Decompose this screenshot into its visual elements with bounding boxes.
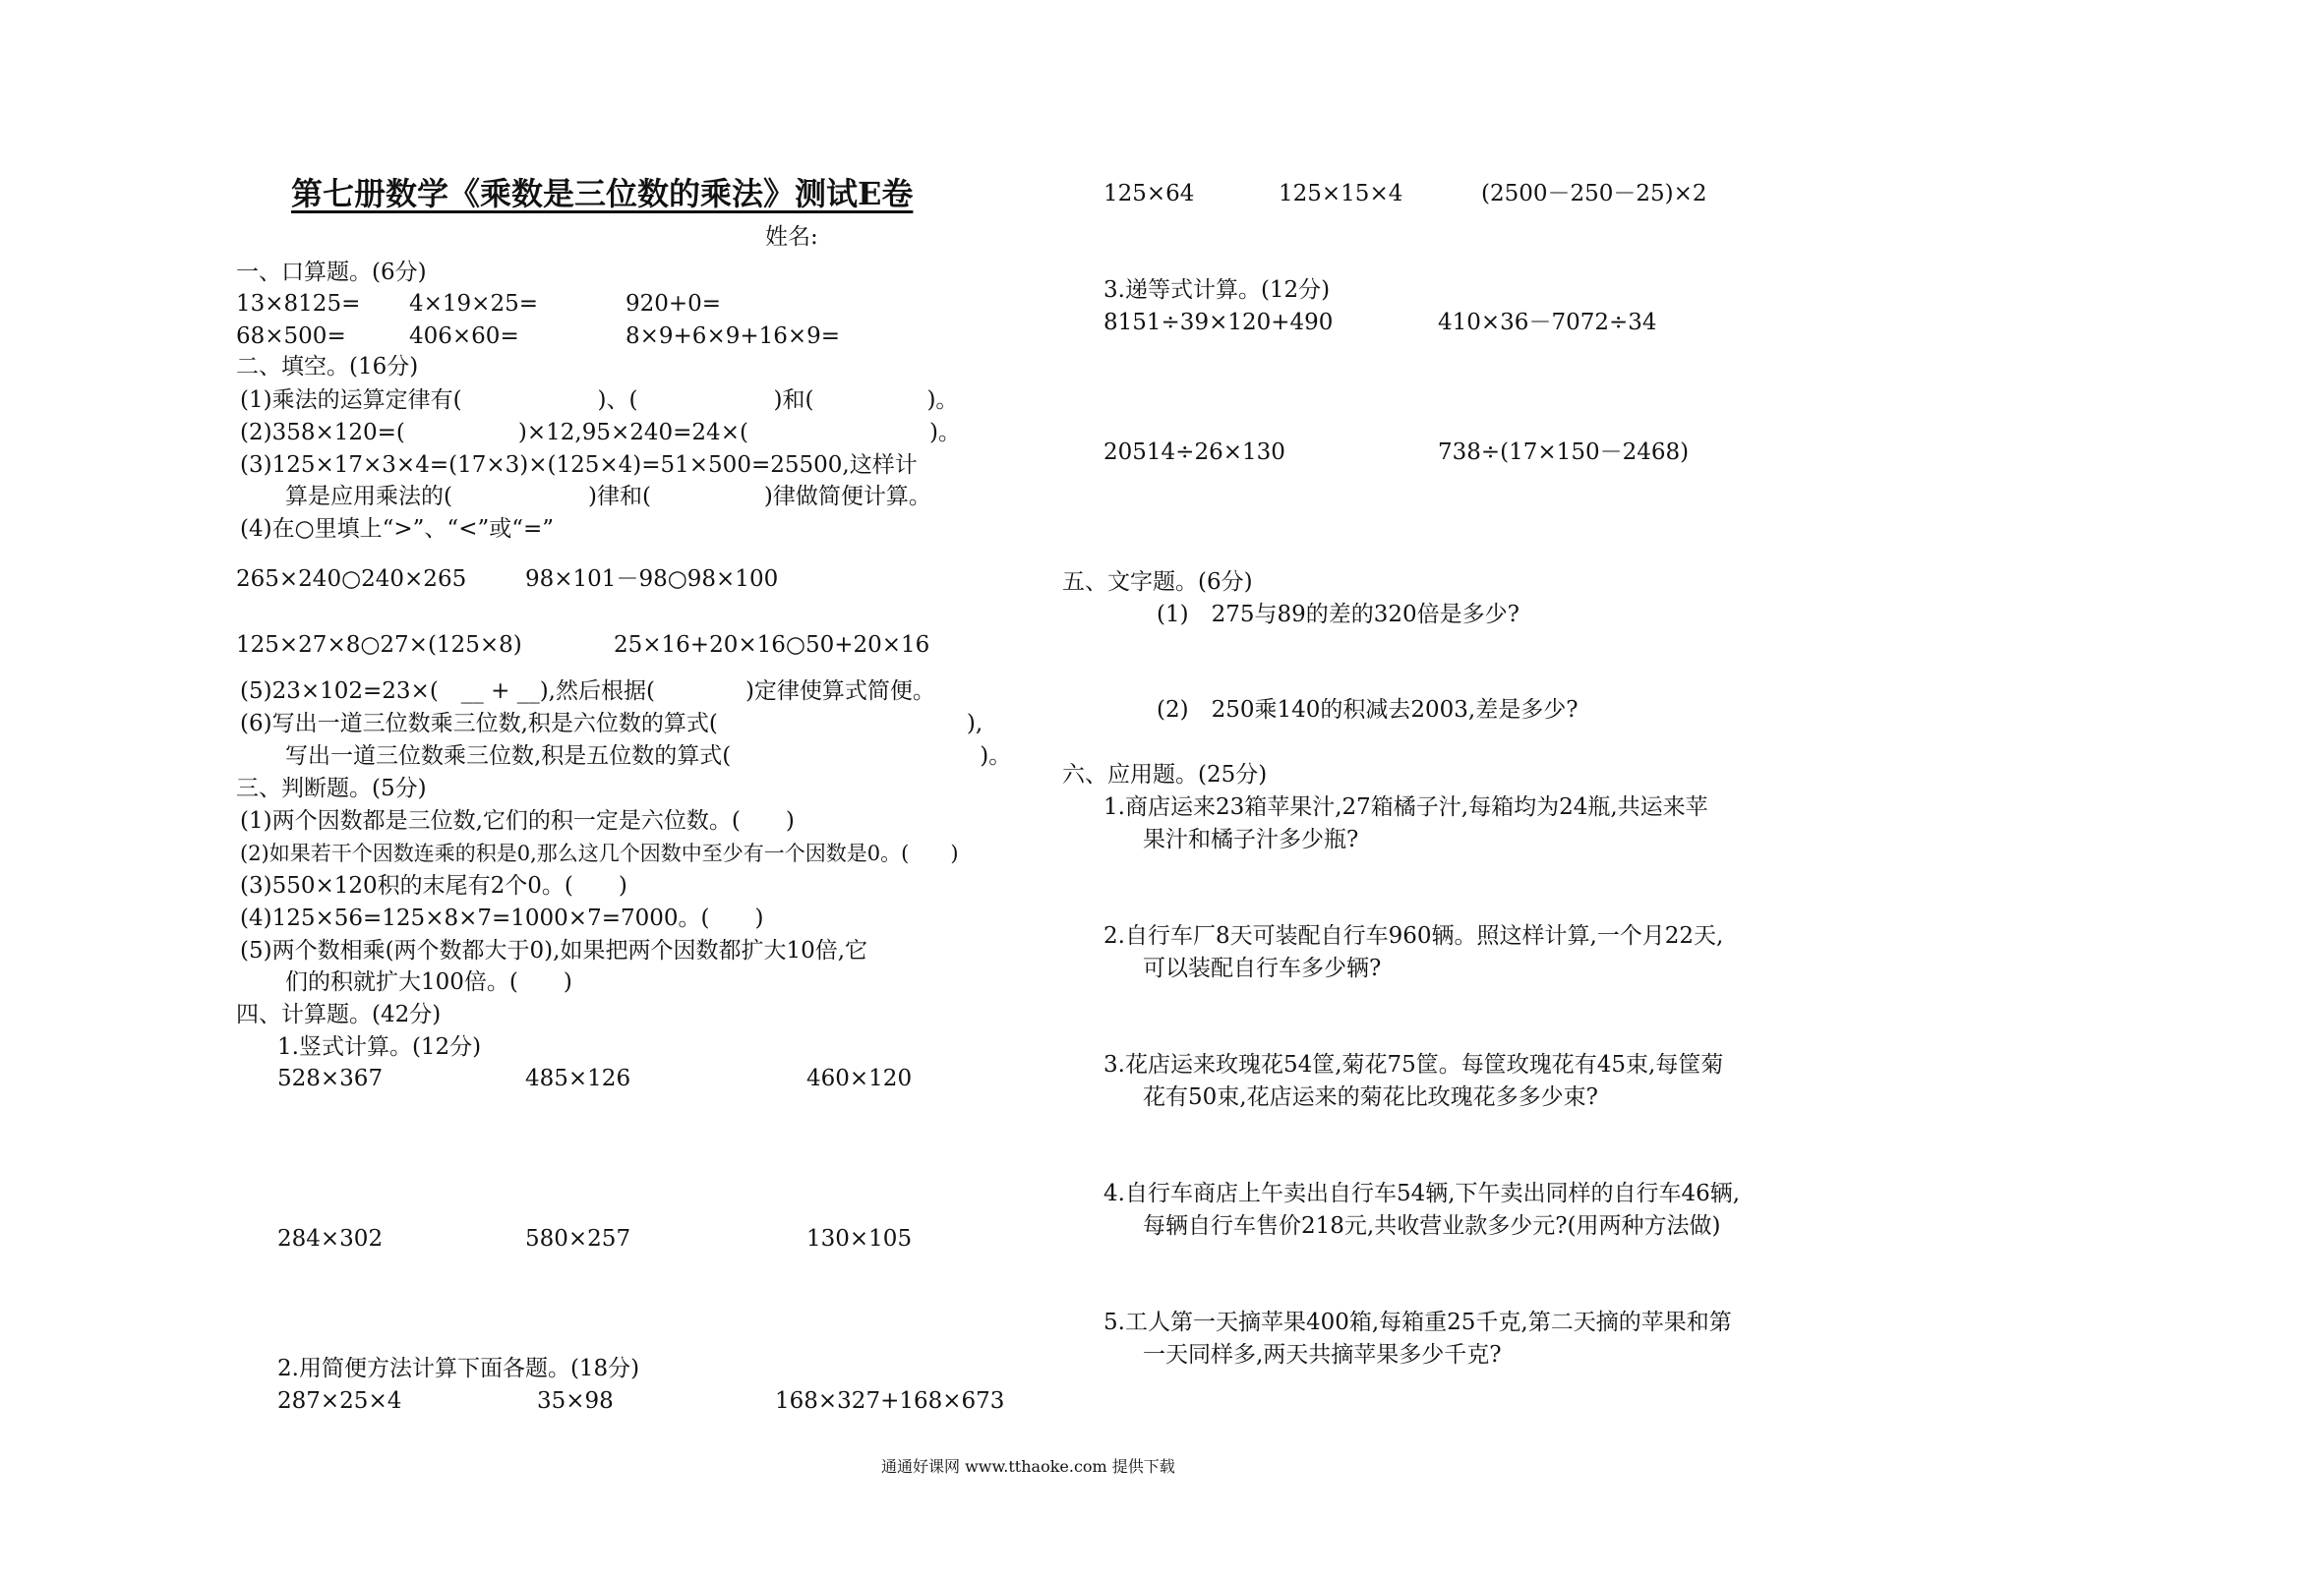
section-6-heading: 六、应用题。(25分): [1062, 762, 1268, 788]
fill-q3-line1: (3)125×17×3×4=(17×3)×(125×4)=51×500=25500,这样计: [240, 452, 918, 478]
judge-q2: (2)如果若干个因数连乘的积是0,那么这几个因数中至少有一个因数是0。( ): [240, 842, 959, 865]
compare-item: 25×16+20×16○50+20×16: [614, 632, 930, 658]
problem-5-line2: 一天同样多,两天共摘苹果多少千克?: [1143, 1342, 1502, 1368]
vertical-calc-item: 460×120: [806, 1066, 913, 1091]
vertical-calc-heading: 1.竖式计算。(12分): [277, 1034, 482, 1060]
simplify-calc-item: 125×64: [1103, 181, 1195, 206]
problem-3-line2: 花有50束,花店运来的菊花比玫瑰花多多少束?: [1143, 1084, 1598, 1110]
word-q2: (2) 250乘140的积减去2003,差是多少?: [1157, 697, 1579, 723]
vertical-calc-item: 130×105: [806, 1226, 913, 1252]
vertical-calc-item: 580×257: [525, 1226, 631, 1252]
fill-q3-line2: 算是应用乘法的( )律和( )律做简便计算。: [285, 484, 931, 509]
oral-item: 406×60=: [409, 323, 519, 349]
stepwise-calc-heading: 3.递等式计算。(12分): [1103, 277, 1331, 303]
problem-2-line1: 2.自行车厂8天可装配自行车960辆。照这样计算,一个月22天,: [1103, 923, 1724, 949]
problem-1-line2: 果汁和橘子汁多少瓶?: [1143, 827, 1359, 852]
stepwise-calc-item: 20514÷26×130: [1103, 439, 1285, 465]
word-q1: (1) 275与89的差的320倍是多少?: [1157, 602, 1520, 627]
stepwise-calc-item: 8151÷39×120+490: [1103, 310, 1334, 335]
vertical-calc-item: 485×126: [525, 1066, 631, 1091]
simplify-calc-item: 168×327+168×673: [775, 1388, 1005, 1414]
fill-q2: (2)358×120=( )×12,95×240=24×( )。: [240, 420, 961, 445]
vertical-calc-item: 528×367: [277, 1066, 384, 1091]
judge-q4: (4)125×56=125×8×7=1000×7=7000。( ): [240, 906, 764, 931]
simplify-calc-heading: 2.用简便方法计算下面各题。(18分): [277, 1356, 640, 1381]
oral-item: 68×500=: [236, 323, 346, 349]
problem-1-line1: 1.商店运来23箱苹果汁,27箱橘子汁,每箱均为24瓶,共运来苹: [1103, 794, 1708, 820]
vertical-calc-item: 284×302: [277, 1226, 384, 1252]
fill-q1: (1)乘法的运算定律有( )、( )和( )。: [240, 387, 959, 413]
name-label: 姓名:: [765, 224, 818, 250]
fill-q4: (4)在○里填上“>”、“<”或“=”: [240, 516, 555, 542]
stepwise-calc-item: 738÷(17×150－2468): [1438, 439, 1690, 465]
section-1-heading: 一、口算题。(6分): [236, 260, 427, 285]
footer-source: 通通好课网 www.tthaoke.com 提供下载: [881, 1457, 1175, 1476]
section-3-heading: 三、判断题。(5分): [236, 776, 427, 801]
simplify-calc-item: (2500－250－25)×2: [1481, 181, 1707, 206]
judge-q5-line2: 们的积就扩大100倍。( ): [285, 969, 572, 995]
judge-q5-line1: (5)两个数相乘(两个数都大于0),如果把两个因数都扩大10倍,它: [240, 938, 868, 964]
simplify-calc-item: 125×15×4: [1279, 181, 1403, 206]
judge-q1: (1)两个因数都是三位数,它们的积一定是六位数。( ): [240, 808, 795, 834]
problem-5-line1: 5.工人第一天摘苹果400箱,每箱重25千克,第二天摘的苹果和第: [1103, 1310, 1732, 1335]
oral-item: 920+0=: [626, 291, 722, 317]
page-title: 第七册数学《乘数是三位数的乘法》测试E卷: [291, 175, 914, 212]
compare-item: 98×101－98○98×100: [525, 566, 779, 592]
judge-q3: (3)550×120积的末尾有2个0。( ): [240, 873, 627, 899]
problem-4-line2: 每辆自行车售价218元,共收营业款多少元?(用两种方法做): [1143, 1213, 1721, 1239]
section-2-heading: 二、填空。(16分): [236, 354, 419, 380]
problem-2-line2: 可以装配自行车多少辆?: [1143, 956, 1382, 981]
fill-q5: (5)23×102=23×( __ + __),然后根据( )定律使算式简便。: [240, 678, 935, 704]
compare-item: 265×240○240×265: [236, 566, 467, 592]
oral-item: 4×19×25=: [409, 291, 538, 317]
section-4-heading: 四、计算题。(42分): [236, 1002, 442, 1027]
section-5-heading: 五、文字题。(6分): [1062, 569, 1253, 595]
oral-item: 13×8125=: [236, 291, 361, 317]
fill-q6-line1: (6)写出一道三位数乘三位数,积是六位数的算式( ),: [240, 711, 983, 736]
simplify-calc-item: 35×98: [537, 1388, 614, 1414]
simplify-calc-item: 287×25×4: [277, 1388, 402, 1414]
stepwise-calc-item: 410×36－7072÷34: [1438, 310, 1657, 335]
problem-3-line1: 3.花店运来玫瑰花54筐,菊花75筐。每筐玫瑰花有45束,每筐菊: [1103, 1052, 1724, 1078]
compare-item: 125×27×8○27×(125×8): [236, 632, 522, 658]
problem-4-line1: 4.自行车商店上午卖出自行车54辆,下午卖出同样的自行车46辆,: [1103, 1181, 1741, 1206]
fill-q6-line2: 写出一道三位数乘三位数,积是五位数的算式( )。: [285, 743, 1012, 769]
oral-item: 8×9+6×9+16×9=: [626, 323, 841, 349]
